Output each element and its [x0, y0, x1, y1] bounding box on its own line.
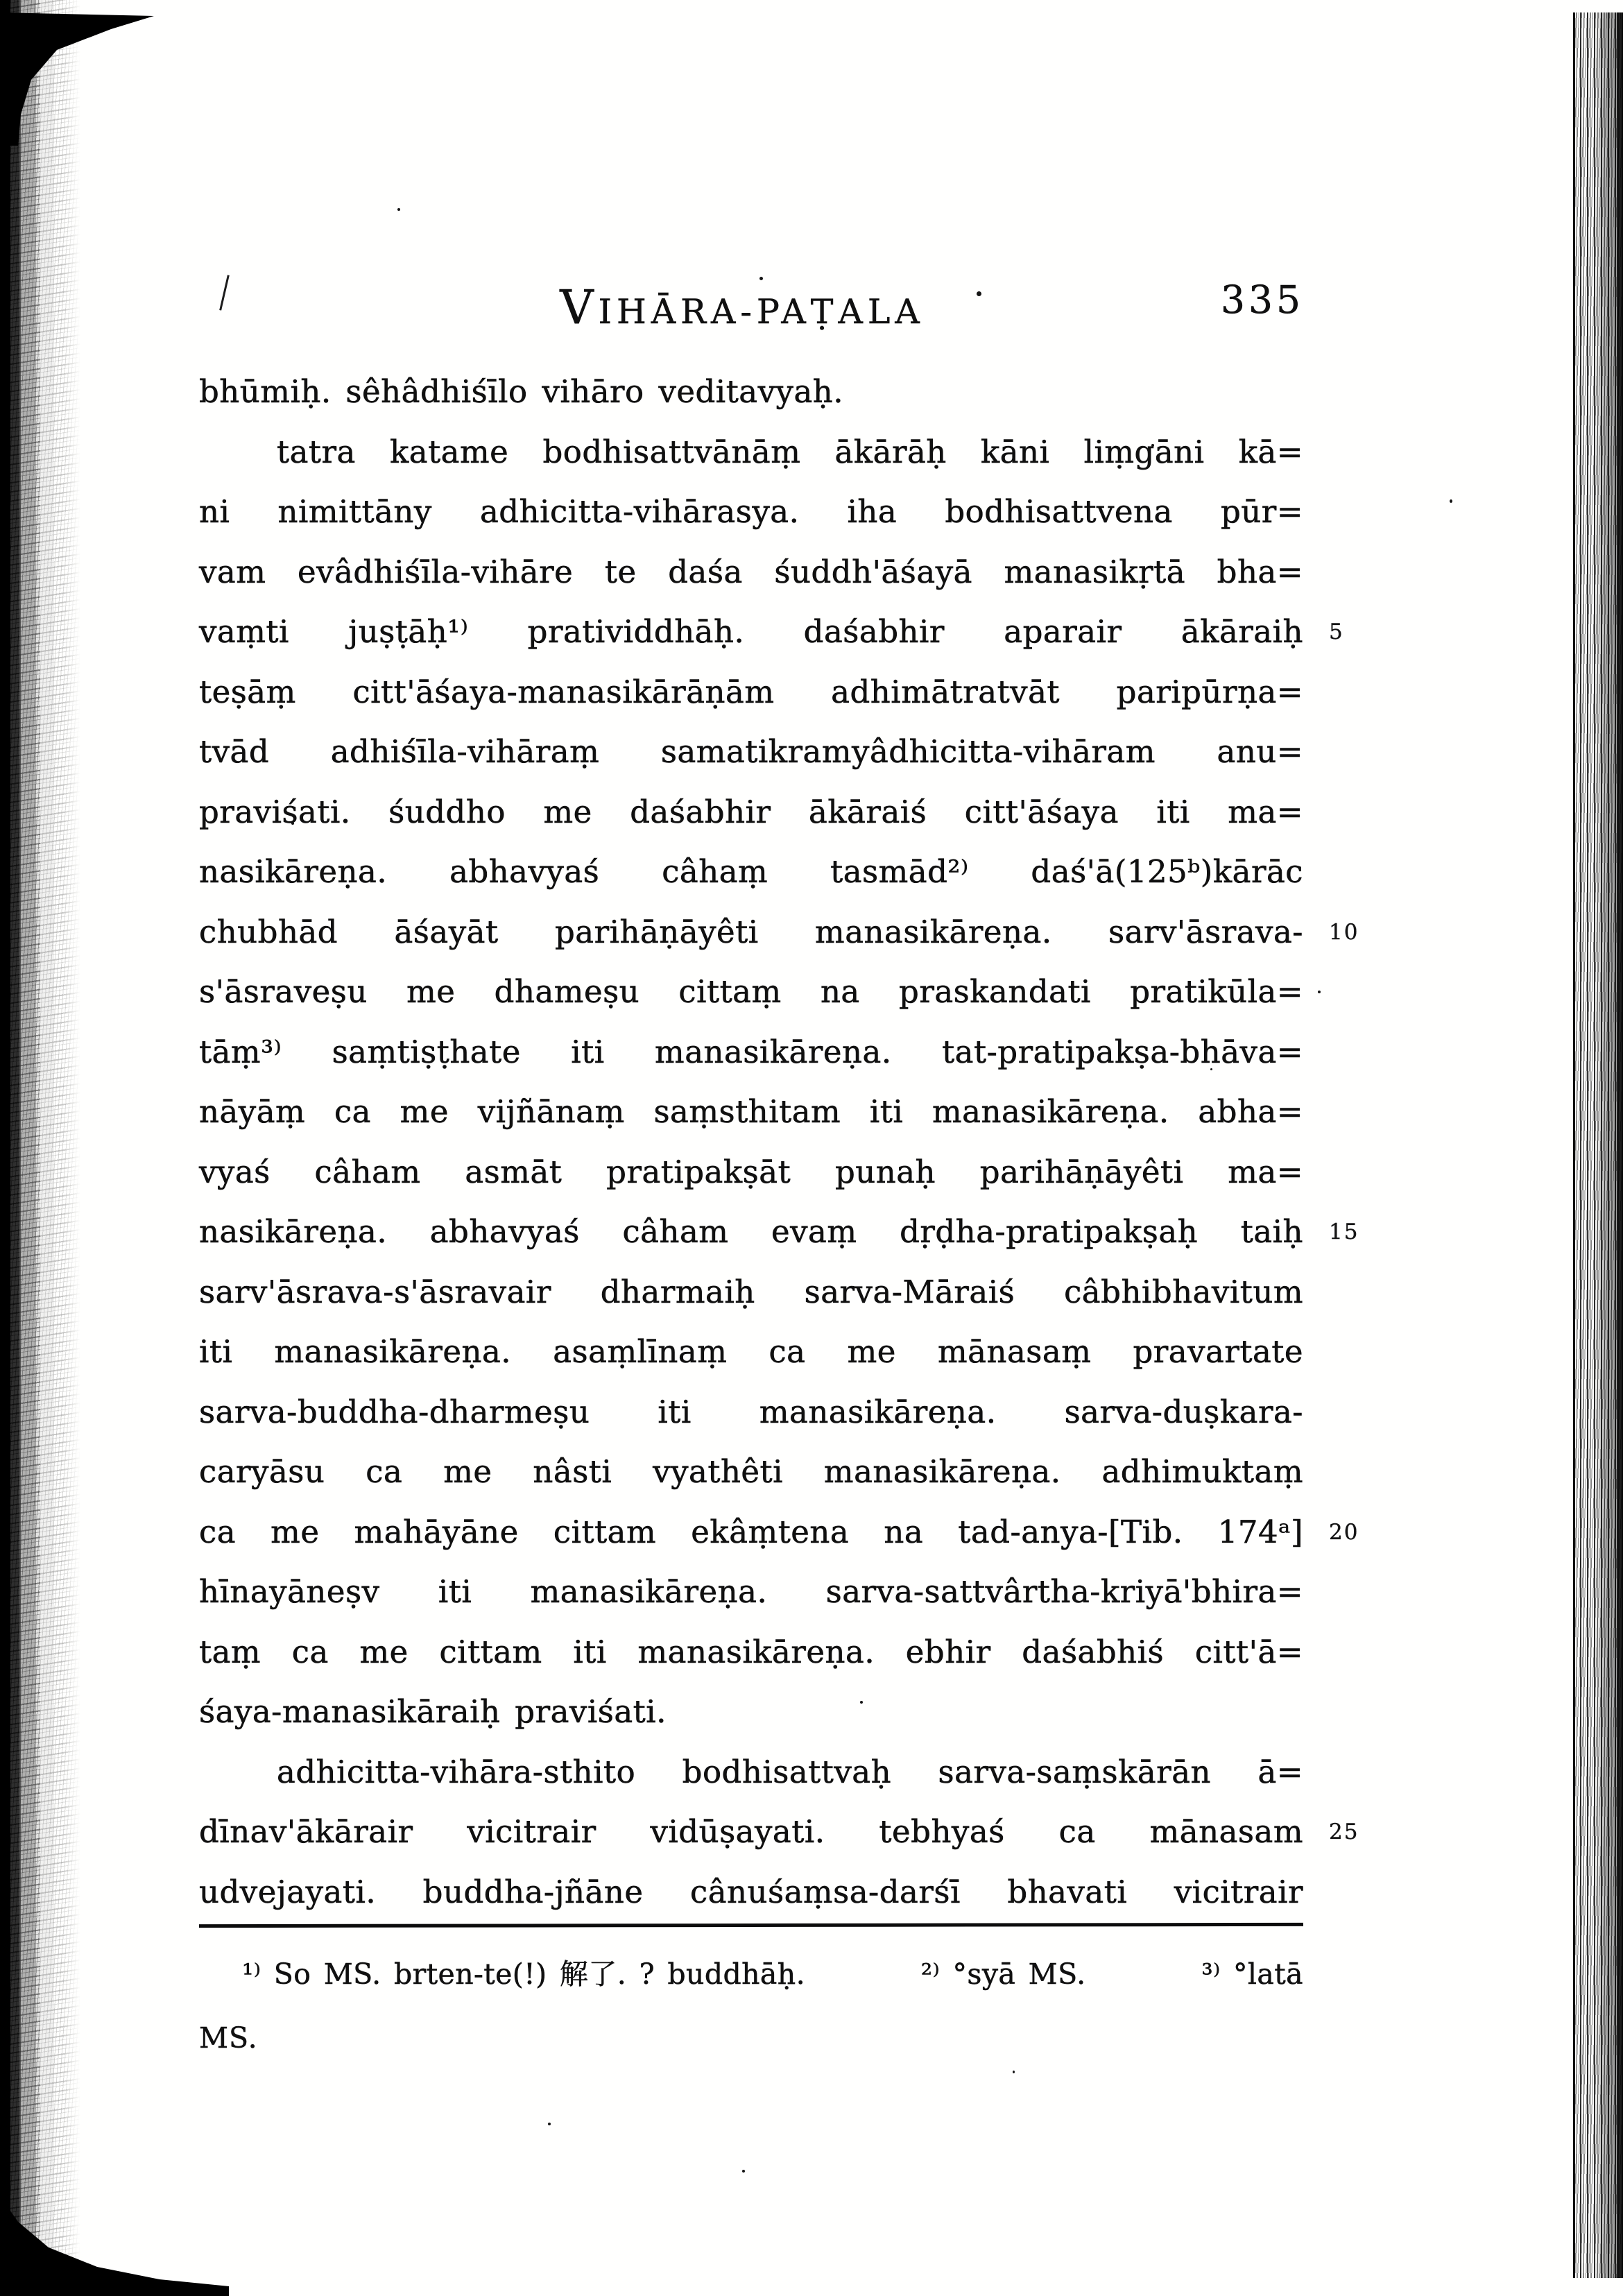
- text-line: tvād adhiśīla-vihāraṃ samatikramyâdhicitta-vihāram anu=: [199, 733, 1303, 770]
- text-line: vaṃti juṣṭāḥ¹⁾ pratividdhāḥ. daśabhir aparair ākāraiḥ: [199, 613, 1303, 650]
- text-line: taṃ ca me cittam iti manasikāreṇa. ebhir daśabhiś citt'ā=: [199, 1633, 1303, 1670]
- text-line: śaya-manasikāraiḥ praviśati.: [199, 1693, 667, 1730]
- text-line: nasikāreṇa. abhavyaś câhaṃ tasmād²⁾ daś'ā(125ᵇ)kārāc: [199, 853, 1303, 890]
- line-number: 15: [1329, 1219, 1359, 1244]
- text-line: ni nimittāny adhicitta-vihārasya. iha bodhisattvena pūr=: [199, 493, 1303, 530]
- scan-edge-right: [1573, 12, 1623, 2278]
- footnote-entry: ³⁾ °latā: [1201, 1957, 1303, 1991]
- text-line: teṣāṃ citt'āśaya-manasikārāṇām adhimātratvāt paripūrṇa=: [199, 673, 1303, 710]
- text-line: s'āsraveṣu me dhameṣu cittaṃ na praskandati pratikūla=: [199, 973, 1303, 1010]
- footnote-entry: ²⁾ °syā MS.: [920, 1957, 1086, 1991]
- text-line: vyaś câham asmāt pratipakṣāt punaḥ parihāṇāyêti ma=: [199, 1153, 1303, 1190]
- text-line: tāṃ³⁾ saṃtiṣṭhate iti manasikāreṇa. tat-pratipakṣa-bhāva=: [199, 1033, 1303, 1070]
- line-number: 10: [1329, 919, 1359, 945]
- scan-edge-left: [0, 0, 82, 2296]
- text-line: nasikāreṇa. abhavyaś câham evaṃ dṛḍha-pratipakṣaḥ taiḥ: [199, 1213, 1303, 1250]
- text-block: [199, 362, 1303, 1922]
- footnote-continuation: MS.: [199, 2021, 258, 2055]
- ink-speck: [1013, 2071, 1015, 2073]
- text-line: caryāsu ca me nâsti vyathêti manasikāreṇa. adhimuktaṃ: [199, 1453, 1303, 1490]
- line-number: 20: [1329, 1519, 1359, 1545]
- text-line: dīnav'ākārair vicitrair vidūṣayati. tebhyaś ca mānasam: [199, 1813, 1303, 1850]
- footnote-line: [199, 1942, 1303, 2006]
- footnote-entry: ¹⁾ So MS. brten-te(!) 解了. ? buddhāḥ.: [242, 1957, 806, 1991]
- line-number: 25: [1329, 1819, 1359, 1844]
- text-line: praviśati. śuddho me daśabhir ākāraiś citt'āśaya iti ma=: [199, 793, 1303, 830]
- footnote-rule: [199, 1923, 1303, 1928]
- ink-speck: [1318, 991, 1321, 993]
- text-line: sarva-buddha-dharmeṣu iti manasikāreṇa. sarva-duṣkara-: [199, 1393, 1303, 1430]
- line-number: 5: [1329, 619, 1344, 644]
- text-line: bhūmiḥ. sêhâdhiśīlo vihāro veditavyaḥ.: [199, 373, 844, 410]
- text-line: udvejayati. buddha-jñāne cânuśaṃsa-darśī bhavati vicitrair: [199, 1873, 1303, 1910]
- text-line: vam evâdhiśīla-vihāre te daśa śuddh'āśayā manasikṛtā bha=: [199, 553, 1303, 590]
- text-line: sarv'āsrava-s'āsravair dharmaiḥ sarva-Māraiś câbhibhavitum: [199, 1273, 1303, 1310]
- text-line: iti manasikāreṇa. asaṃlīnaṃ ca me mānasaṃ pravartate: [199, 1333, 1303, 1370]
- ink-speck: [1450, 499, 1452, 503]
- text-line: nāyāṃ ca me vijñānaṃ saṃsthitam iti manasikāreṇa. abha=: [199, 1093, 1303, 1130]
- text-line: chubhād āśayāt parihāṇāyêti manasikāreṇa. sarv'āsrava-: [199, 913, 1303, 950]
- text-line: tatra katame bodhisattvānāṃ ākārāḥ kāni liṃgāni kā=: [277, 433, 1303, 470]
- ink-speck: [742, 2170, 745, 2173]
- page-number: 335: [1221, 277, 1304, 322]
- text-line: adhicitta-vihāra-sthito bodhisattvaḥ sarva-saṃskārān ā=: [277, 1753, 1303, 1790]
- text-line: ca me mahāyāne cittam ekâṃtena na tad-anya-[Tib. 174ᵃ]: [199, 1513, 1303, 1550]
- ink-speck: [397, 208, 400, 211]
- ink-speck: [548, 2123, 551, 2125]
- running-title: VIHĀRA-PAṬALA: [560, 280, 925, 334]
- text-line: hīnayāneṣv iti manasikāreṇa. sarva-sattvârtha-kriyā'bhira=: [199, 1573, 1303, 1610]
